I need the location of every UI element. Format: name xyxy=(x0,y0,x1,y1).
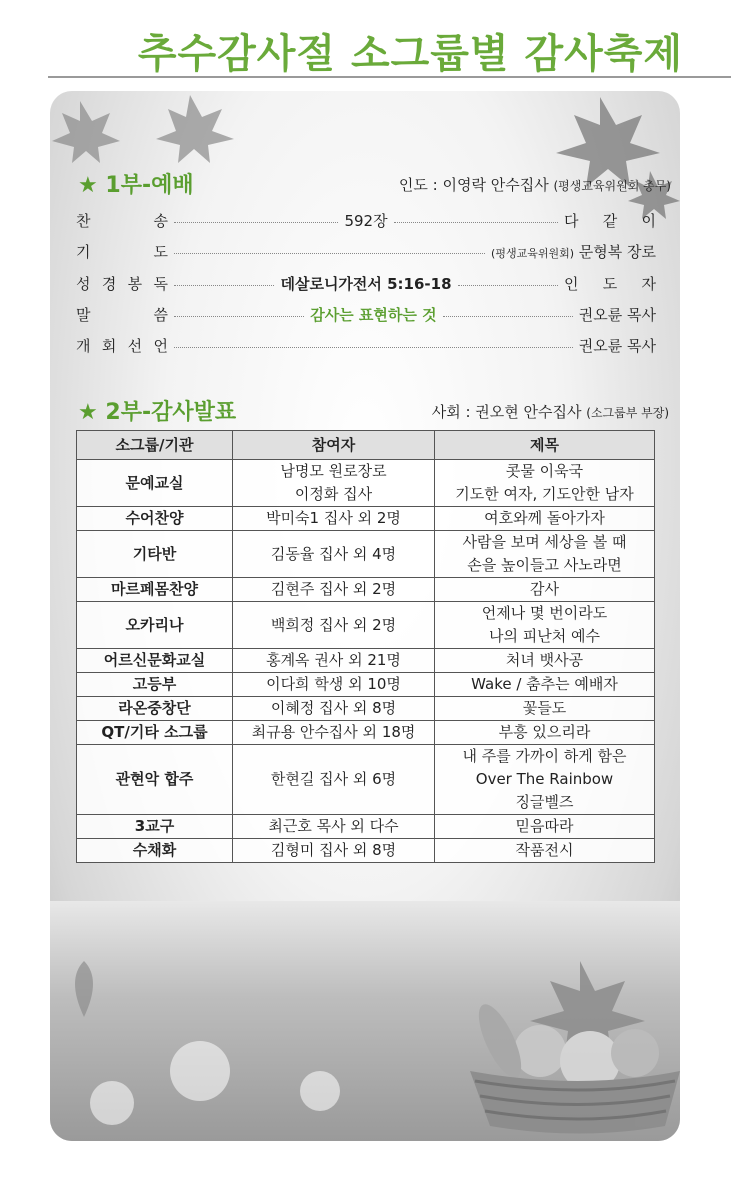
fruit-basket-icon xyxy=(430,941,680,1141)
participant-line: 최규용 안수집사 외 18명 xyxy=(251,723,416,741)
order-row-hymn xyxy=(76,208,656,232)
order-label-char: 기 xyxy=(76,242,91,261)
title-line: 콧물 이욱국 xyxy=(505,462,584,480)
dotted-leader xyxy=(443,316,573,317)
order-label-char: 개 xyxy=(76,336,91,355)
order-label xyxy=(76,304,168,325)
title-line: Wake / 춤추는 예배자 xyxy=(471,675,618,693)
participant-line: 한현길 집사 외 6명 xyxy=(270,770,397,788)
table-row xyxy=(77,721,655,745)
order-label-char: 선 xyxy=(127,336,143,355)
participant-line: 이혜정 집사 외 8명 xyxy=(270,699,397,717)
bokeh-light xyxy=(90,1081,134,1125)
table-row xyxy=(77,649,655,673)
title-line: 사람을 보며 세상을 볼 때 xyxy=(462,533,627,551)
order-person-char: 다 xyxy=(564,211,579,230)
title-line: 믿음따라 xyxy=(515,817,574,835)
title-line: Over The Rainbow xyxy=(475,770,614,788)
participants-cell xyxy=(233,460,435,507)
title-line: 감사 xyxy=(530,580,559,598)
order-person xyxy=(564,273,656,294)
table-row xyxy=(77,460,655,507)
title-line: 내 주를 가까이 하게 함은 xyxy=(462,747,627,765)
participants-cell xyxy=(233,531,435,578)
order-person-char: 도 xyxy=(602,274,618,293)
title-cell xyxy=(435,602,655,649)
group-cell: 수어찬양 xyxy=(77,507,233,531)
title-cell xyxy=(435,745,655,815)
participants-cell xyxy=(233,839,435,863)
table-row xyxy=(77,697,655,721)
order-label-char: 독 xyxy=(153,274,168,293)
order-row-opening xyxy=(76,333,656,357)
title-cell xyxy=(435,649,655,673)
participant-line: 최근호 목사 외 다수 xyxy=(268,817,399,835)
falling-leaf-icon xyxy=(64,959,104,1019)
title-divider xyxy=(48,76,731,78)
maple-leaves-icon xyxy=(520,91,680,221)
participant-line: 홍계옥 권사 외 21명 xyxy=(266,651,401,669)
participant-line: 이정화 집사 xyxy=(294,485,373,503)
participant-line: 김형미 집사 외 8명 xyxy=(270,841,397,859)
participant-line: 남명모 원로장로 xyxy=(280,462,387,480)
title-line: 작품전시 xyxy=(515,841,574,859)
group-cell: 고등부 xyxy=(77,673,233,697)
title-cell xyxy=(435,531,655,578)
group-cell: 오카리나 xyxy=(77,602,233,649)
part2-host xyxy=(432,401,669,422)
order-person-char: 자 xyxy=(641,274,656,293)
group-cell: 어르신문화교실 xyxy=(77,649,233,673)
title-cell xyxy=(435,578,655,602)
participant-line: 박미숙1 집사 외 2명 xyxy=(266,509,401,527)
order-person-char: 인 xyxy=(564,274,579,293)
table-row xyxy=(77,839,655,863)
group-cell: 관현악 합주 xyxy=(77,745,233,815)
table-row xyxy=(77,745,655,815)
order-label-char: 말 xyxy=(76,305,91,324)
participant-line: 이다희 학생 외 10명 xyxy=(266,675,401,693)
title-line: 기도한 여자, 기도안한 남자 xyxy=(455,485,634,503)
order-row-scripture xyxy=(76,271,656,295)
participants-cell xyxy=(233,697,435,721)
dotted-leader xyxy=(174,316,304,317)
part1-leader-text: 인도 : 이영락 안수집사 xyxy=(398,176,549,194)
page-title: 추수감사절 소그룹별 감사축제 xyxy=(137,31,683,77)
order-label-char: 송 xyxy=(153,211,168,230)
order-label-char: 씀 xyxy=(153,305,168,324)
group-cell: QT/기타 소그룹 xyxy=(77,721,233,745)
group-cell: 라온중창단 xyxy=(77,697,233,721)
order-person-char: 이 xyxy=(641,211,656,230)
title-line: 꽃들도 xyxy=(522,699,567,717)
order-label-char: 찬 xyxy=(76,211,91,230)
part1-heading: ★ 1부-예배 xyxy=(78,173,194,198)
participants-cell xyxy=(233,602,435,649)
title-line: 손을 높이들고 사노라면 xyxy=(467,556,622,574)
part2-heading: ★ 2부-감사발표 xyxy=(78,400,237,425)
title-line: 처녀 뱃사공 xyxy=(505,651,584,669)
part1-leader xyxy=(399,174,671,195)
order-label-char: 언 xyxy=(153,336,168,355)
order-person xyxy=(491,241,656,262)
title-cell xyxy=(435,815,655,839)
participants-cell xyxy=(233,507,435,531)
table-row xyxy=(77,602,655,649)
order-label-char: 성 xyxy=(76,274,91,293)
participants-cell xyxy=(233,649,435,673)
title-line: 나의 피난처 예수 xyxy=(489,627,600,645)
order-label-char: 회 xyxy=(101,336,117,355)
presentation-table xyxy=(76,430,655,863)
dotted-leader xyxy=(174,222,338,223)
dotted-leader xyxy=(174,253,485,254)
group-cell: 문예교실 xyxy=(77,460,233,507)
table-row xyxy=(77,531,655,578)
title-line: 부흥 있으리라 xyxy=(498,723,591,741)
order-label xyxy=(76,241,168,262)
order-person-note: (평생교육위원회) xyxy=(491,246,574,260)
dotted-leader xyxy=(394,222,558,223)
title-line: 여호와께 돌아가자 xyxy=(484,509,605,527)
group-cell: 3교구 xyxy=(77,815,233,839)
order-content: 감사는 표현하는 것 xyxy=(310,305,437,324)
table-row xyxy=(77,507,655,531)
order-person: 권오륜 목사 xyxy=(578,336,656,355)
table-row xyxy=(77,815,655,839)
order-person: 권오륜 목사 xyxy=(578,305,656,324)
column-header: 제목 xyxy=(435,431,655,460)
order-row-prayer xyxy=(76,239,656,263)
order-person-char: 같 xyxy=(602,211,618,230)
order-label xyxy=(76,273,168,294)
order-content: 데살로니가전서 5:16-18 xyxy=(280,274,452,293)
group-cell: 기타반 xyxy=(77,531,233,578)
part1-leader-note: (평생교육위원회 총무) xyxy=(553,179,671,193)
participants-cell xyxy=(233,745,435,815)
order-label-char: 경 xyxy=(101,274,117,293)
part2-host-note: (소그룹부 부장) xyxy=(586,406,669,420)
bokeh-light xyxy=(170,1041,230,1101)
participants-cell xyxy=(233,578,435,602)
order-person xyxy=(564,210,656,231)
title-cell xyxy=(435,673,655,697)
dotted-leader xyxy=(174,285,274,286)
part2-host-text: 사회 : 권오현 안수집사 xyxy=(431,403,582,421)
title-cell xyxy=(435,460,655,507)
order-label xyxy=(76,210,168,231)
title-cell xyxy=(435,839,655,863)
participants-cell xyxy=(233,721,435,745)
order-label xyxy=(76,335,168,356)
dotted-leader xyxy=(458,285,558,286)
dotted-leader xyxy=(174,347,573,348)
group-cell: 수채화 xyxy=(77,839,233,863)
bokeh-light xyxy=(300,1071,340,1111)
participant-line: 김동율 집사 외 4명 xyxy=(270,544,397,563)
order-content: 592장 xyxy=(344,211,388,230)
order-label-char: 봉 xyxy=(127,274,143,293)
maple-leaves-icon xyxy=(50,91,270,171)
participant-line: 백희정 집사 외 2명 xyxy=(270,615,397,634)
order-person-name: 문형복 장로 xyxy=(578,242,656,261)
column-header: 참여자 xyxy=(233,431,435,460)
order-label-char: 도 xyxy=(153,242,168,261)
column-header: 소그룹/기관 xyxy=(77,431,233,460)
title-cell xyxy=(435,721,655,745)
group-cell: 마르페몸찬양 xyxy=(77,578,233,602)
table-row xyxy=(77,673,655,697)
participants-cell xyxy=(233,815,435,839)
order-row-sermon xyxy=(76,302,656,326)
table-body xyxy=(77,460,655,863)
title-line: 징글벨즈 xyxy=(515,793,574,811)
table-row xyxy=(77,578,655,602)
participants-cell xyxy=(233,673,435,697)
table-header-row xyxy=(77,431,655,460)
title-cell xyxy=(435,697,655,721)
title-line: 언제나 몇 번이라도 xyxy=(481,604,608,622)
title-cell xyxy=(435,507,655,531)
participant-line: 김현주 집사 외 2명 xyxy=(270,580,397,598)
